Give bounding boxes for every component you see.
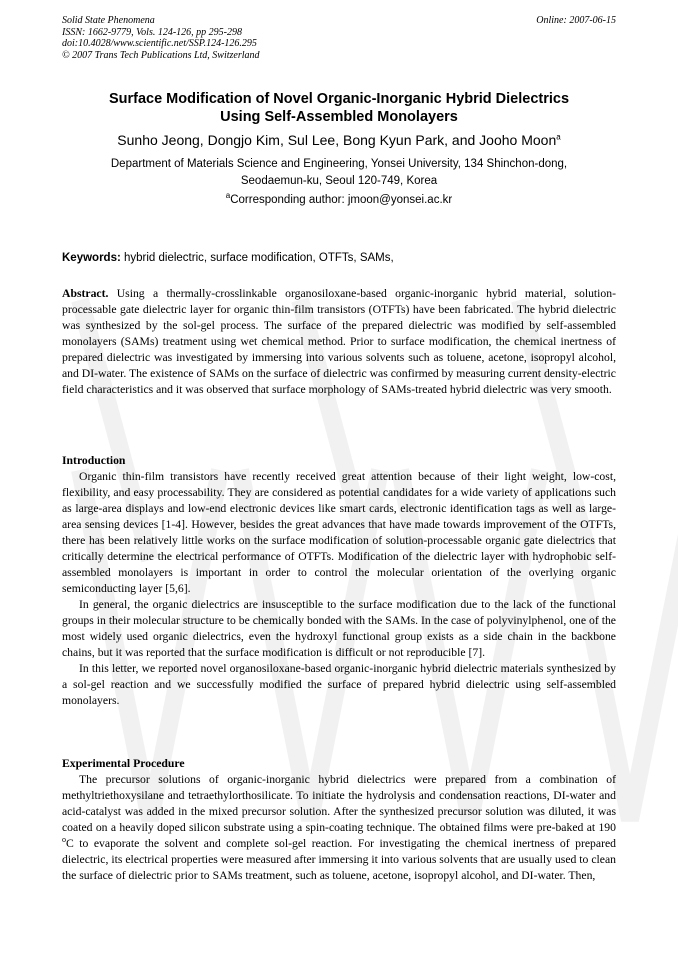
author-list bbox=[62, 131, 616, 149]
title-line-2: Using Self-Assembled Monolayers bbox=[220, 109, 458, 125]
introduction-heading: Introduction bbox=[62, 454, 126, 467]
journal-header bbox=[62, 15, 260, 61]
introduction-paragraph-3: In this letter, we reported novel organosiloxane-based organic-inorganic hybrid dielectric materials synthesized by a sol-gel reaction and we successfully modified the surface of prepared hybrid dielectric using self-assembled monolayers. bbox=[62, 662, 616, 707]
experimental-section bbox=[62, 756, 616, 884]
authors-text: Sunho Jeong, Dongjo Kim, Sul Lee, Bong Kyun Park, and Jooho Moon bbox=[117, 132, 557, 148]
keywords-label: Keywords: bbox=[62, 252, 121, 264]
abstract-label: Abstract. bbox=[62, 287, 109, 300]
introduction-section bbox=[62, 453, 616, 709]
title-line-1: Surface Modification of Novel Organic-Inorganic Hybrid Dielectrics bbox=[108, 91, 570, 107]
author-superscript: a bbox=[556, 132, 561, 142]
issn-line: ISSN: 1662-9779, Vols. 124-126, pp 295-298 bbox=[62, 26, 242, 38]
introduction-paragraph-1: Organic thin-film transistors have recently received great attention because of their light weight, low-cost, flexibility, and easy processability. They are considered as potential candidates for a wide variety of applications such as large-area displays and low-end electronic devices like smart cards, electronic identification tags as well as large-area sensing devices [1-4]. However, besides the great advances that have made towards improvement of the OTFTs, there has been relatively little works on the surface modification of solution-processable organic gate dielectrics that critically determine the electrical performance of OTFTs. Modification of the dielectric layer with hydrophobic self-assembled monolayers is important in order to control the molecular orientation of the overlying organic semiconducting layer [5,6]. bbox=[62, 470, 616, 595]
doi-line: doi:10.4028/www.scientific.net/SSP.124-126.295 bbox=[62, 38, 257, 49]
copyright-line: © 2007 Trans Tech Publications Ltd, Switzerland bbox=[62, 49, 260, 61]
experimental-heading: Experimental Procedure bbox=[62, 757, 185, 770]
corresponding-author bbox=[62, 193, 616, 207]
experimental-text-b: C to evaporate the solvent and complete sol-gel reaction. For investigating the chemical inertness of prepared dielectric, its electrical properties were measured after immersing it into various solvents that are usually used to clean the surface of dielectric prior to SAMs treatment, such as toluene, acetone, isopropyl alcohol, and DI-water. Then, bbox=[62, 837, 616, 882]
abstract bbox=[62, 286, 616, 398]
affiliation-line-1: Department of Materials Science and Engineering, Yonsei University, 134 Shinchon-dong, bbox=[110, 158, 568, 170]
keywords bbox=[62, 251, 616, 265]
corresponding-text: Corresponding author: jmoon@yonsei.ac.kr bbox=[230, 194, 453, 206]
keywords-text: hybrid dielectric, surface modification, OTFTs, SAMs, bbox=[120, 252, 394, 264]
paper-title bbox=[62, 90, 616, 126]
abstract-text: Using a thermally-crosslinkable organosiloxane-based organic-inorganic hybrid material, solution-processable gate dielectric layer for organic thin-film transistors (OTFTs) have been fabricated. The hybrid dielectric was synthesized by the sol-gel process. The surface of the prepared dielectric was modified by self-assembled monolayers (SAMs) treatment using wet chemical method. Prior to surface modification, the chemical inertness of prepared dielectric was investigated by immersing into various solvents such as toluene, acetone, isopropyl alcohol, and DI-water. The existence of SAMs on the surface of dielectric was confirmed by measuring current density-electric field characteristics and it was observed that surface morphology of SAMs-treated hybrid dielectric was very smooth. bbox=[62, 287, 616, 396]
degree-superscript: o bbox=[62, 835, 66, 845]
online-date: Online: 2007-06-15 bbox=[536, 15, 616, 26]
experimental-text-a: The precursor solutions of organic-inorganic hybrid dielectrics were prepared from a combination of methyltriethoxysilane and tetraethylorthosilicate. To initiate the hydrolysis and condensation reactions, DI-water and acid-catalyst was added in the mixed precursor solution. After the synthesized precursor solution was diluted, it was coated on a heavily doped silicon substrate using a spin-coating technique. The obtained films were pre-baked at 190 bbox=[62, 773, 616, 834]
journal-name: Solid State Phenomena bbox=[62, 15, 155, 26]
experimental-paragraph-1 bbox=[62, 772, 616, 884]
corresponding-superscript: a bbox=[225, 191, 231, 201]
affiliation-line-2: Seodaemun-ku, Seoul 120-749, Korea bbox=[240, 174, 438, 187]
introduction-paragraph-2: In general, the organic dielectrics are insusceptible to the surface modification due to the lack of the functional groups in their molecular structure to be chemically bonded with the SAMs. In the case of polyvinylphenol, one of the most widely used organic dielectrics, even the hydroxyl functional group exists as a side chain in the backbone chains, but it was reported that the surface modification is difficult or not reproducible [7]. bbox=[62, 598, 616, 659]
affiliation bbox=[62, 156, 616, 189]
